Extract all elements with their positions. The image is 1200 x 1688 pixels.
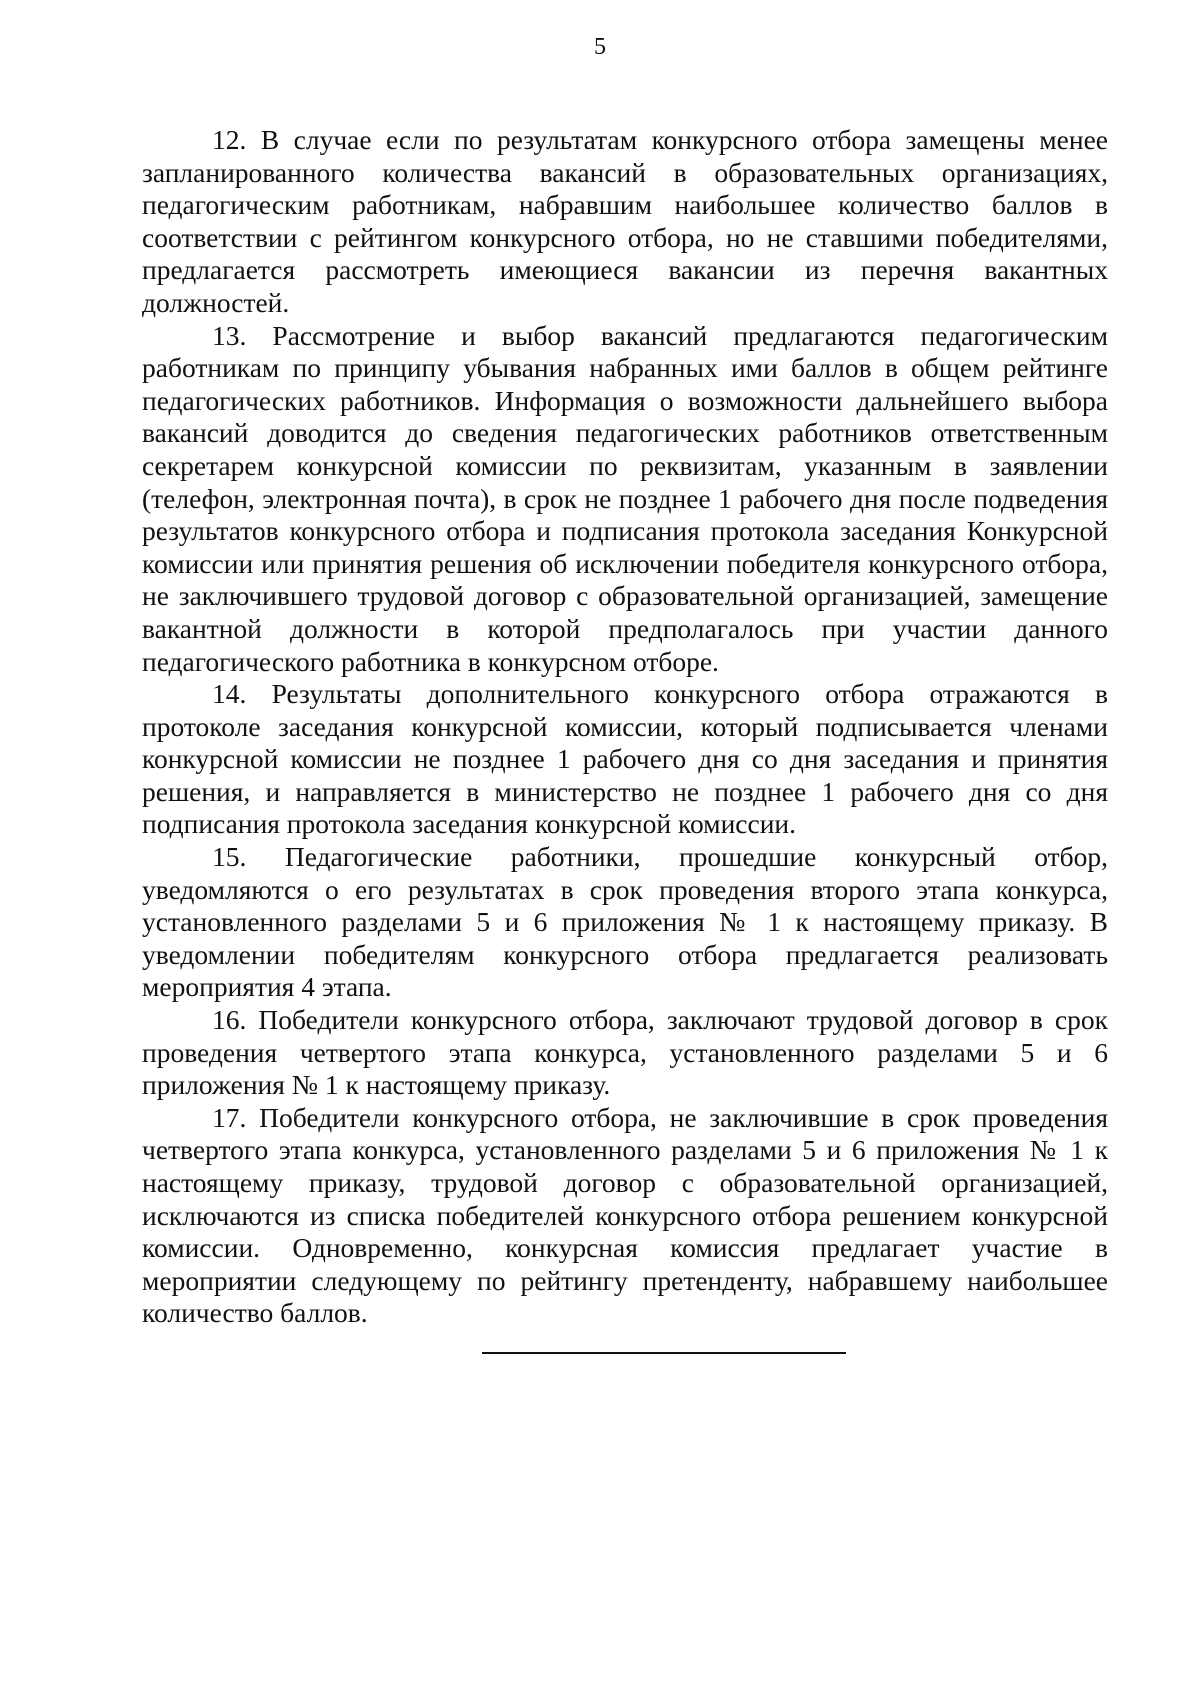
paragraph-15: 15. Педагогические работники, прошедшие конкурсный отбор, уведомляются о его результатах в срок проведения второго этапа конкурса, установленного разделами 5 и 6 приложения № 1 к настоящему приказу. В уведомлении победителям конкурсного отбора предлагается реализовать мероприятия 4 этапа. [142,841,1108,1003]
page-number: 5 [594,34,606,60]
paragraph-12: 12. В случае если по результатам конкурсного отбора замещены менее запланированного количества вакансий в образовательных организациях, педагогическим работникам, набравшим наибольшее количество баллов в соответствии с рейтингом конкурсного отбора, но не ставшими победителями, предлагается рассмотреть имеющиеся вакансии из перечня вакантных должностей. [142,124,1108,318]
paragraph-13: 13. Рассмотрение и выбор вакансий предлагаются педагогическим работникам по принципу убывания набранных ими баллов в общем рейтинге педагогических работников. Информация о возможности дальнейшего выбора вакансий доводится до сведения педагогических работников ответственным секретарем конкурсной комиссии по реквизитам, указанным в заявлении (телефон, электронная почта), в срок не позднее 1 рабочего дня после подведения результатов конкурсного отбора и подписания протокола заседания Конкурсной комиссии или принятия решения об исключении победителя конкурсного отбора, не заключившего трудовой договор с образовательной организацией, замещение вакантной должности в которой предполагалось при участии данного педагогического работника в конкурсном отборе. [142,319,1108,677]
paragraph-16: 16. Победители конкурсного отбора, заключают трудовой договор в срок проведения четвертого этапа конкурса, установленного разделами 5 и 6 приложения № 1 к настоящему приказу. [142,1004,1108,1101]
paragraph-14: 14. Результаты дополнительного конкурсного отбора отражаются в протоколе заседания конкурсной комиссии, который подписывается членами конкурсной комиссии не позднее 1 рабочего дня со дня заседания и принятия решения, и направляется в министерство не позднее 1 рабочего дня со дня подписания протокола заседания конкурсной комиссии. [142,678,1108,840]
end-of-text-rule [482,1352,846,1354]
document-body [142,124,1108,1330]
paragraph-17: 17. Победители конкурсного отбора, не заключившие в срок проведения четвертого этапа конкурса, установленного разделами 5 и 6 приложения № 1 к настоящему приказу, трудовой договор с образовательной организацией, исключаются из списка победителей конкурсного отбора решением конкурсной комиссии. Одновременно, конкурсная комиссия предлагает участие в мероприятии следующему по рейтингу претенденту, набравшему наибольшее количество баллов. [142,1101,1108,1329]
